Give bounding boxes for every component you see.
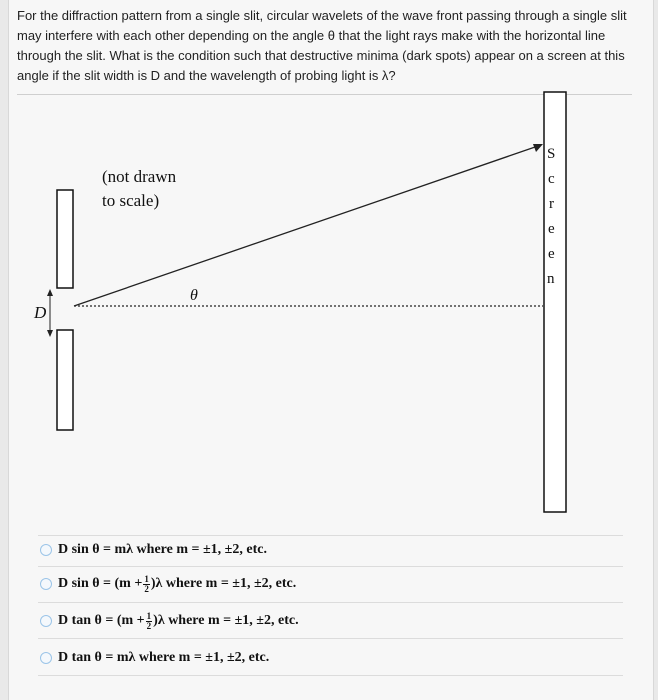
not-to-scale-line1: (not drawn <box>102 167 177 186</box>
not-to-scale-line2: to scale) <box>102 191 160 210</box>
radio-button[interactable] <box>40 615 52 627</box>
divider <box>38 566 623 567</box>
answer-option-1[interactable]: D sin θ = mλ where m = ±1, ±2, etc. <box>40 537 267 563</box>
radio-button[interactable] <box>40 652 52 664</box>
divider <box>38 602 623 603</box>
lower-barrier <box>57 330 73 430</box>
divider <box>38 675 623 676</box>
radio-button[interactable] <box>40 544 52 556</box>
screen-letter: n <box>547 271 555 287</box>
answer-option-2[interactable]: D sin θ = (m + $\frac{1}{2}$ )λ where m = ±1, ±2, etc. <box>40 571 296 597</box>
screen-letter: e <box>548 221 555 237</box>
screen-letter: S <box>547 146 556 162</box>
answer-option-4[interactable]: D tan θ = mλ where m = ±1, ±2, etc. <box>40 645 269 671</box>
slit-label: D <box>34 303 47 322</box>
screen-letter: c <box>548 171 555 187</box>
arrow-down-icon <box>47 330 53 337</box>
question-text: For the diffraction pattern from a single slit, circular wavelets of the wave front passing through a single slit may interfere with each other depending on the angle θ that the light rays make with the horizontal line through the slit. What is the condition such that destructive minima (dark spots) appear on a screen at this angle if the slit width is D and the wavelength of probing light is λ? <box>17 6 632 95</box>
fraction: $\frac{1}{2}$ <box>146 610 152 631</box>
upper-barrier <box>57 190 73 288</box>
screen-letter: r <box>549 196 554 212</box>
screen-letter: e <box>548 246 555 262</box>
radio-button[interactable] <box>40 578 52 590</box>
answer-option-3[interactable]: D tan θ = (m + $\frac{1}{2}$ )λ where m = ±1, ±2, etc. <box>40 608 299 634</box>
fraction: $\frac{1}{2}$ <box>144 573 149 594</box>
divider <box>38 638 623 639</box>
arrow-up-icon <box>47 289 53 296</box>
ray-arrowhead <box>533 144 543 152</box>
divider <box>38 535 623 536</box>
angle-label: θ <box>190 287 198 304</box>
